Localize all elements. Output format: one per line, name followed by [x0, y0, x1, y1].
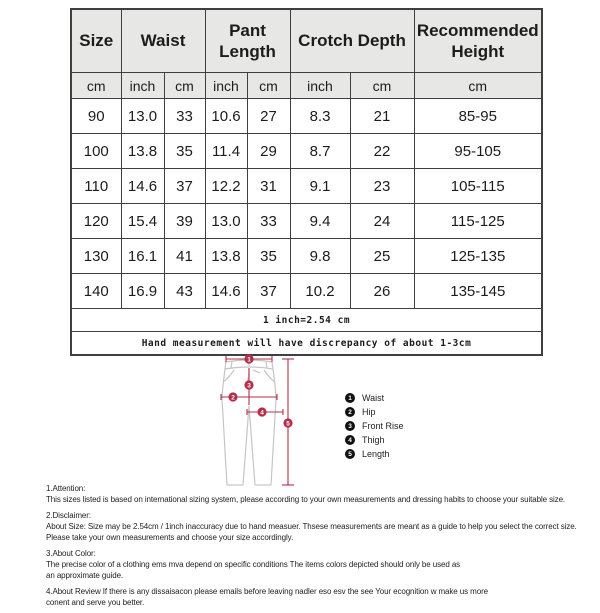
table-cell: 115-125	[414, 204, 542, 239]
notes-section	[46, 483, 577, 613]
table-cell: 12.2	[205, 169, 247, 204]
table-cell: 22	[350, 134, 414, 169]
note-section	[46, 510, 577, 543]
legend-number-icon: 1	[345, 393, 355, 403]
measurement-lines	[221, 356, 294, 485]
table-cell: 14.6	[205, 274, 247, 309]
table-cell: 21	[350, 99, 414, 134]
table-cell: 43	[164, 274, 205, 309]
note-section	[46, 548, 566, 581]
marker-2: 2	[231, 394, 235, 402]
table-row	[71, 99, 542, 134]
table-cell: 130	[71, 239, 121, 274]
table-cell: 37	[247, 274, 290, 309]
table-cell: 14.6	[121, 169, 164, 204]
measurement-legend	[345, 391, 404, 461]
unit-header: inch	[290, 73, 350, 99]
note-line: 2.Disclaimer:	[46, 511, 91, 520]
legend-item	[345, 391, 404, 405]
size-chart-table	[70, 8, 543, 356]
table-row	[71, 239, 542, 274]
table-cell: 140	[71, 274, 121, 309]
table-cell: 13.0	[121, 99, 164, 134]
table-cell: 27	[247, 99, 290, 134]
table-note-row	[71, 309, 542, 332]
table-header-row	[71, 9, 542, 73]
note-line: Please take your own measurements and choose your size accordingly.	[46, 533, 294, 542]
table-cell: 9.8	[290, 239, 350, 274]
legend-label: Hip	[362, 407, 376, 417]
table-cell: 24	[350, 204, 414, 239]
table-cell: 29	[247, 134, 290, 169]
legend-item	[345, 447, 404, 461]
table-cell: 9.1	[290, 169, 350, 204]
table-cell: 13.0	[205, 204, 247, 239]
table-cell: 26	[350, 274, 414, 309]
table-cell: 10.2	[290, 274, 350, 309]
table-cell: 135-145	[414, 274, 542, 309]
legend-label: Thigh	[362, 435, 385, 445]
measurement-markers	[228, 354, 292, 427]
table-cell: 35	[247, 239, 290, 274]
table-note-row	[71, 332, 542, 356]
note-line: This sizes listed is based on international sizing system, please according to your own measurements and dressing habits to choose your suitable size.	[46, 495, 566, 504]
note-line: About Size: Size may be 2.54cm / 1inch inaccuracy due to hand measuer. Thsese measurements are meant as a guide to help you select the correct size.	[46, 522, 577, 531]
table-cell: 16.1	[121, 239, 164, 274]
table-cell: 25	[350, 239, 414, 274]
table-row	[71, 134, 542, 169]
marker-1: 1	[247, 356, 251, 364]
table-cell: 105-115	[414, 169, 542, 204]
legend-number-icon: 3	[345, 421, 355, 431]
legend-label: Length	[362, 449, 390, 459]
legend-label: Front Rise	[362, 421, 404, 431]
legend-number-icon: 4	[345, 435, 355, 445]
table-cell: 90	[71, 99, 121, 134]
table-cell: 11.4	[205, 134, 247, 169]
table-cell: 120	[71, 204, 121, 239]
unit-header: inch	[205, 73, 247, 99]
table-cell: 41	[164, 239, 205, 274]
table-cell: 13.8	[205, 239, 247, 274]
marker-4: 4	[260, 409, 264, 417]
table-row	[71, 204, 542, 239]
marker-5: 5	[286, 420, 290, 428]
table-cell: 23	[350, 169, 414, 204]
column-header: Recommended Height	[414, 9, 542, 73]
column-header: Size	[71, 9, 121, 73]
note-section	[46, 586, 566, 608]
table-cell: 13.8	[121, 134, 164, 169]
note-line: 4.About Review If there is any dissaisacon please emails before leaving nadler eso esv the see Your ecognition w make us more	[46, 587, 488, 596]
table-cell: 31	[247, 169, 290, 204]
table-cell: 35	[164, 134, 205, 169]
column-header: Pant Length	[205, 9, 290, 73]
table-cell: 16.9	[121, 274, 164, 309]
table-cell: 110	[71, 169, 121, 204]
table-note: 1 inch=2.54 cm	[71, 309, 542, 332]
marker-3: 3	[247, 382, 251, 390]
pants-illustration	[210, 354, 300, 490]
unit-header: inch	[121, 73, 164, 99]
column-header: Crotch Depth	[290, 9, 414, 73]
note-line: The precise color of a clothing ems mva depend on specific conditions The items colors depicted should only be used as	[46, 560, 461, 569]
table-unit-row	[71, 73, 542, 99]
note-section	[46, 483, 566, 505]
table-cell: 39	[164, 204, 205, 239]
note-line: 3.About Color:	[46, 549, 96, 558]
table-cell: 8.7	[290, 134, 350, 169]
unit-header: cm	[164, 73, 205, 99]
note-line: conent and serve you better.	[46, 598, 145, 607]
legend-number-icon: 5	[345, 449, 355, 459]
table-cell: 100	[71, 134, 121, 169]
table-row	[71, 274, 542, 309]
table-cell: 10.6	[205, 99, 247, 134]
table-row	[71, 169, 542, 204]
legend-item	[345, 419, 404, 433]
table-cell: 95-105	[414, 134, 542, 169]
table-cell: 125-135	[414, 239, 542, 274]
table-note: Hand measurement will have discrepancy of about 1-3cm	[71, 332, 542, 356]
table-cell: 85-95	[414, 99, 542, 134]
unit-header: cm	[247, 73, 290, 99]
table-cell: 37	[164, 169, 205, 204]
unit-header: cm	[414, 73, 542, 99]
legend-item	[345, 433, 404, 447]
note-line: 1.Attention:	[46, 484, 86, 493]
unit-header: cm	[71, 73, 121, 99]
legend-item	[345, 405, 404, 419]
table-cell: 33	[164, 99, 205, 134]
table-cell: 33	[247, 204, 290, 239]
unit-header: cm	[350, 73, 414, 99]
table-cell: 9.4	[290, 204, 350, 239]
legend-label: Waist	[362, 393, 385, 403]
legend-number-icon: 2	[345, 407, 355, 417]
note-line: an approximate guide.	[46, 571, 124, 580]
column-header: Waist	[121, 9, 205, 73]
table-cell: 15.4	[121, 204, 164, 239]
table-cell: 8.3	[290, 99, 350, 134]
